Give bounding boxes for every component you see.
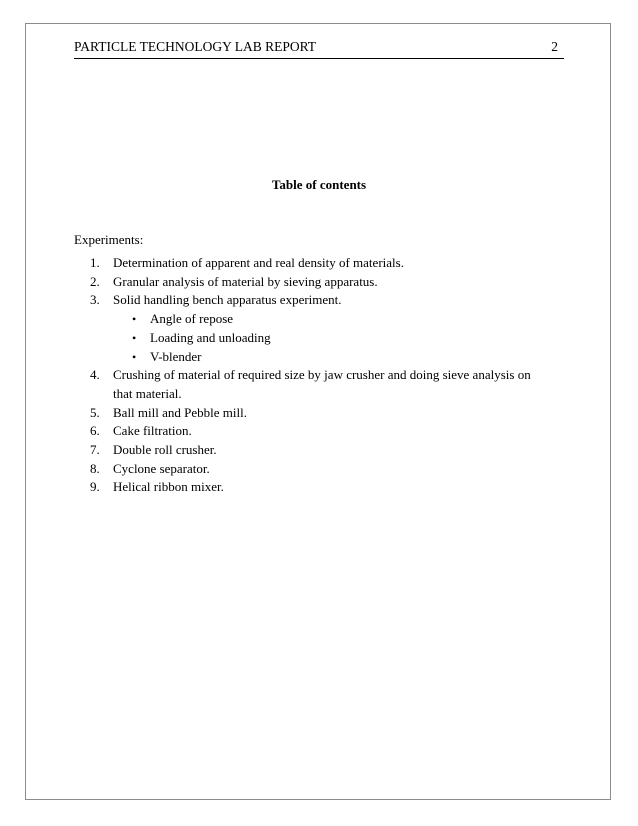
header-title: PARTICLE TECHNOLOGY LAB REPORT: [74, 39, 317, 54]
bullet-icon: •: [132, 330, 137, 345]
list-item: [74, 366, 544, 403]
bullet-icon: •: [132, 312, 137, 327]
list-item: [74, 254, 544, 273]
sub-list-item-text: V-blender: [150, 348, 202, 364]
list-item-text: Cyclone separator.: [113, 460, 210, 476]
sub-list-item: [113, 329, 544, 348]
list-item-number: 9.: [90, 479, 100, 495]
toc-heading: Table of contents: [271, 177, 367, 192]
list-item-text: Crushing of material of required size by jaw crusher and doing sieve analysis on that material.: [113, 367, 531, 401]
list-item-number: 7.: [90, 442, 100, 458]
list-item: [74, 273, 544, 292]
list-item-number: 4.: [90, 367, 100, 383]
list-item-text: Solid handling bench apparatus experiment.: [113, 292, 342, 308]
list-item-number: 2.: [90, 273, 100, 289]
sub-list-item-text: Loading and unloading: [150, 329, 271, 345]
list-item: [74, 441, 544, 460]
list-item: [74, 460, 544, 479]
list-item-text: Helical ribbon mixer.: [113, 479, 224, 495]
list-item-number: 3.: [90, 292, 100, 308]
list-item-number: 5.: [90, 404, 100, 420]
list-item-number: 6.: [90, 423, 100, 439]
list-item: [74, 291, 544, 366]
list-item: [74, 478, 544, 497]
sub-list-item: [113, 348, 544, 367]
list-item-text: Double roll crusher.: [113, 442, 217, 458]
sub-list-item-text: Angle of repose: [150, 311, 234, 327]
page-number: 2: [551, 39, 558, 54]
experiment-list: [74, 254, 544, 497]
experiments-label: Experiments:: [74, 232, 144, 247]
page-header: [74, 38, 564, 59]
list-item: [74, 422, 544, 441]
list-item-text: Ball mill and Pebble mill.: [113, 404, 247, 420]
list-item: [74, 404, 544, 423]
sub-list: [113, 310, 544, 366]
list-item-text: Granular analysis of material by sieving apparatus.: [113, 273, 378, 289]
list-item-text: Cake filtration.: [113, 423, 192, 439]
list-item-number: 1.: [90, 255, 100, 270]
list-item-text: Determination of apparent and real density of materials.: [113, 255, 404, 270]
bullet-icon: •: [132, 349, 137, 364]
list-item-number: 8.: [90, 460, 100, 476]
sub-list-item: [113, 310, 544, 329]
